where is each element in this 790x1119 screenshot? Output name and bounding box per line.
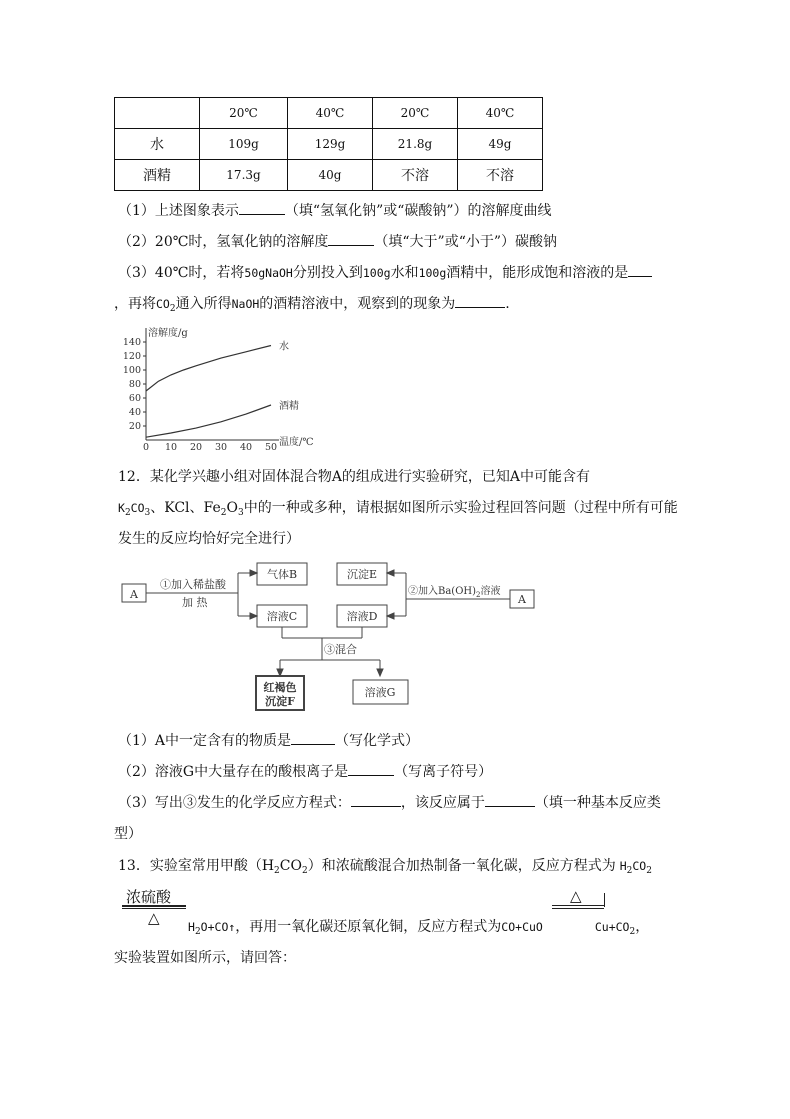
text: 通入所得 (175, 296, 232, 312)
text: CO (632, 859, 647, 873)
text: （1）A中一定含有的物质是 (118, 733, 292, 749)
text: （写化学式） (335, 733, 420, 749)
text: . (505, 296, 510, 312)
table-cell: 40℃ (458, 98, 543, 129)
q12-part3-cont: 型） (114, 826, 142, 842)
answer-blank (455, 294, 505, 308)
step2-label (408, 584, 501, 599)
label-a-right: A (518, 593, 526, 606)
label-solution-g: 溶液G (364, 686, 396, 699)
text: （2）溶液G中大量存在的酸根离子是 (118, 764, 349, 780)
table-cell: 20℃ (373, 98, 458, 129)
text: 3 (238, 508, 244, 518)
answer-blank (351, 793, 401, 807)
text: （3）写出③发生的化学反应方程式： (118, 795, 351, 811)
text: Cu+CO (594, 920, 630, 934)
text: ）和浓硫酸混合加热制备一氧化碳，反应方程式为 (307, 858, 616, 874)
table-cell: 17.3g (200, 160, 288, 191)
text: 溶液 (480, 586, 501, 597)
q13-line1 (118, 855, 652, 876)
text: K (118, 501, 125, 515)
y-tick-label: 80 (128, 379, 141, 390)
table-header-row (115, 98, 543, 129)
text: （填“氢氧化钠”或“碳酸钠”）的溶解度曲线 (284, 203, 552, 219)
q13-line3: 实验装置如图所示，请回答： (114, 950, 296, 966)
table-cell: 水 (115, 129, 200, 160)
text: 酒精中，能形成饱和溶液的是 (446, 265, 629, 281)
text: 3 (144, 508, 151, 518)
text: ，该反应属于 (400, 795, 485, 811)
answer-blank (485, 793, 535, 807)
text: H (188, 920, 195, 934)
table-cell (115, 98, 200, 129)
x-tick-label: 10 (164, 442, 178, 453)
q11-part3 (118, 262, 652, 282)
step3-label: ③混合 (324, 643, 357, 656)
text: （2）20℃时，氢氧化钠的溶解度 (118, 234, 329, 250)
text: CO+CuO (501, 920, 543, 934)
table-cell: 129g (288, 129, 373, 160)
x-tick-label: 30 (214, 442, 228, 453)
triangle-heat-icon: △ (570, 887, 582, 905)
table-cell: 40℃ (288, 98, 373, 129)
series-label: 酒精 (279, 401, 299, 412)
label-precipitate-e: 沉淀E (346, 568, 378, 581)
text: 2 (626, 866, 633, 876)
text: 中的一种或多种，请根据如图所示实验过程回答问题（过程中所有可能 (243, 500, 678, 516)
x-tick-label: 50 (264, 442, 278, 453)
text: CO (279, 858, 302, 874)
text: O (226, 500, 238, 516)
text: CO (156, 297, 170, 311)
text: 100g (362, 266, 391, 280)
y-axis-label: 溶解度/g (148, 328, 188, 339)
text: 分别投入到 (292, 265, 363, 281)
label-a-left: A (130, 588, 138, 601)
table-cell: 不溶 (458, 160, 543, 191)
y-tick-label: 120 (122, 351, 141, 362)
y-tick-label: 140 (122, 337, 141, 348)
y-tick-label: 20 (128, 421, 141, 432)
answer-blank (239, 201, 285, 215)
text: 的酒精溶液中，观察到的现象为 (259, 296, 456, 312)
answer-blank (348, 762, 394, 776)
text: 2 (194, 927, 201, 937)
answer-blank (328, 232, 374, 246)
answer-blank (628, 263, 652, 277)
solubility-table (114, 97, 543, 191)
q12-line3: 发生的反应均恰好完全进行） (118, 531, 300, 547)
q12-part1 (118, 730, 419, 750)
experiment-flow-diagram (110, 556, 550, 716)
text: H (619, 859, 627, 873)
text: 2 (646, 866, 652, 876)
y-tick-label: 100 (122, 365, 141, 376)
q11-part1 (118, 200, 552, 220)
x-tick-label: 20 (189, 442, 203, 453)
y-tick-label: 40 (128, 407, 141, 418)
text: （3）40℃时，若将 (118, 265, 245, 281)
table-row (115, 129, 543, 160)
condition-concentrated-sulfuric-acid: 浓硫酸 (126, 888, 172, 906)
label-solution-d: 溶液D (346, 610, 378, 623)
x-tick-label: 40 (239, 442, 253, 453)
q11-part3-cont (114, 293, 510, 314)
table-cell: 49g (458, 129, 543, 160)
text: 2 (124, 508, 131, 518)
q12-part3 (118, 792, 661, 812)
text: ， (635, 919, 650, 935)
x-tick-label: 0 (142, 442, 150, 453)
text: 2 (220, 508, 227, 518)
label-gas-b: 气体B (266, 568, 298, 581)
q12-line2 (118, 497, 678, 518)
label-precipitate-f-2: 沉淀F (265, 695, 295, 708)
heat-label: 加 热 (182, 596, 208, 609)
label-precipitate-f-1: 红褐色 (263, 681, 297, 694)
q12-part2 (118, 761, 492, 781)
q11-part2 (118, 231, 557, 251)
text: ②加入Ba(OH) (408, 586, 477, 597)
text: 、KCl、Fe (150, 500, 221, 516)
text: ，再用一氧化碳还原氧化铜，反应方程式为 (235, 919, 502, 935)
text: 2 (629, 927, 636, 937)
arrow-bar-upper (122, 905, 186, 907)
text: NaOH (231, 297, 260, 311)
text: （填“大于”或“小于”）碳酸钠 (374, 234, 558, 250)
text: CO (130, 501, 145, 515)
q13-line2 (188, 916, 649, 937)
table-cell: 40g (288, 160, 373, 191)
text: O+CO↑ (200, 920, 236, 934)
table-cell: 21.8g (373, 129, 458, 160)
text: 2 (301, 866, 308, 876)
arrow-bar-upper (552, 905, 604, 906)
text: 13．实验室常用甲酸（H (118, 858, 275, 874)
series-label: 水 (279, 341, 289, 353)
table-row (115, 160, 543, 191)
text: 2 (476, 591, 481, 599)
x-axis-label: 温度/℃ (279, 437, 314, 448)
triangle-heat-icon: △ (148, 909, 160, 927)
label-solution-c: 溶液C (266, 610, 298, 623)
table-cell: 酒精 (115, 160, 200, 191)
text: ，再将 (114, 296, 156, 312)
table-cell: 109g (200, 129, 288, 160)
solubility-chart (112, 322, 314, 453)
arrow-tick (604, 893, 605, 907)
answer-blank (291, 731, 335, 745)
series-line-alcohol (146, 405, 271, 437)
text: （1）上述图象表示 (118, 203, 239, 219)
y-tick-label: 60 (128, 393, 141, 404)
text: 2 (169, 304, 176, 314)
text: 100g (418, 266, 447, 280)
text: （填一种基本反应类 (534, 795, 661, 811)
table-cell: 不溶 (373, 160, 458, 191)
q12-line1: 12．某化学兴趣小组对固体混合物A的组成进行实验研究，已知A中可能含有 (118, 469, 591, 485)
table-cell: 20℃ (200, 98, 288, 129)
step1-label: ①加入稀盐酸 (160, 578, 226, 591)
series-line-water (146, 346, 271, 392)
text: 50gNaOH (244, 266, 293, 280)
text: 水和 (390, 265, 419, 281)
text: （写离子符号） (394, 764, 493, 780)
text: 2 (274, 866, 280, 876)
arrow-bar-lower (552, 908, 604, 909)
